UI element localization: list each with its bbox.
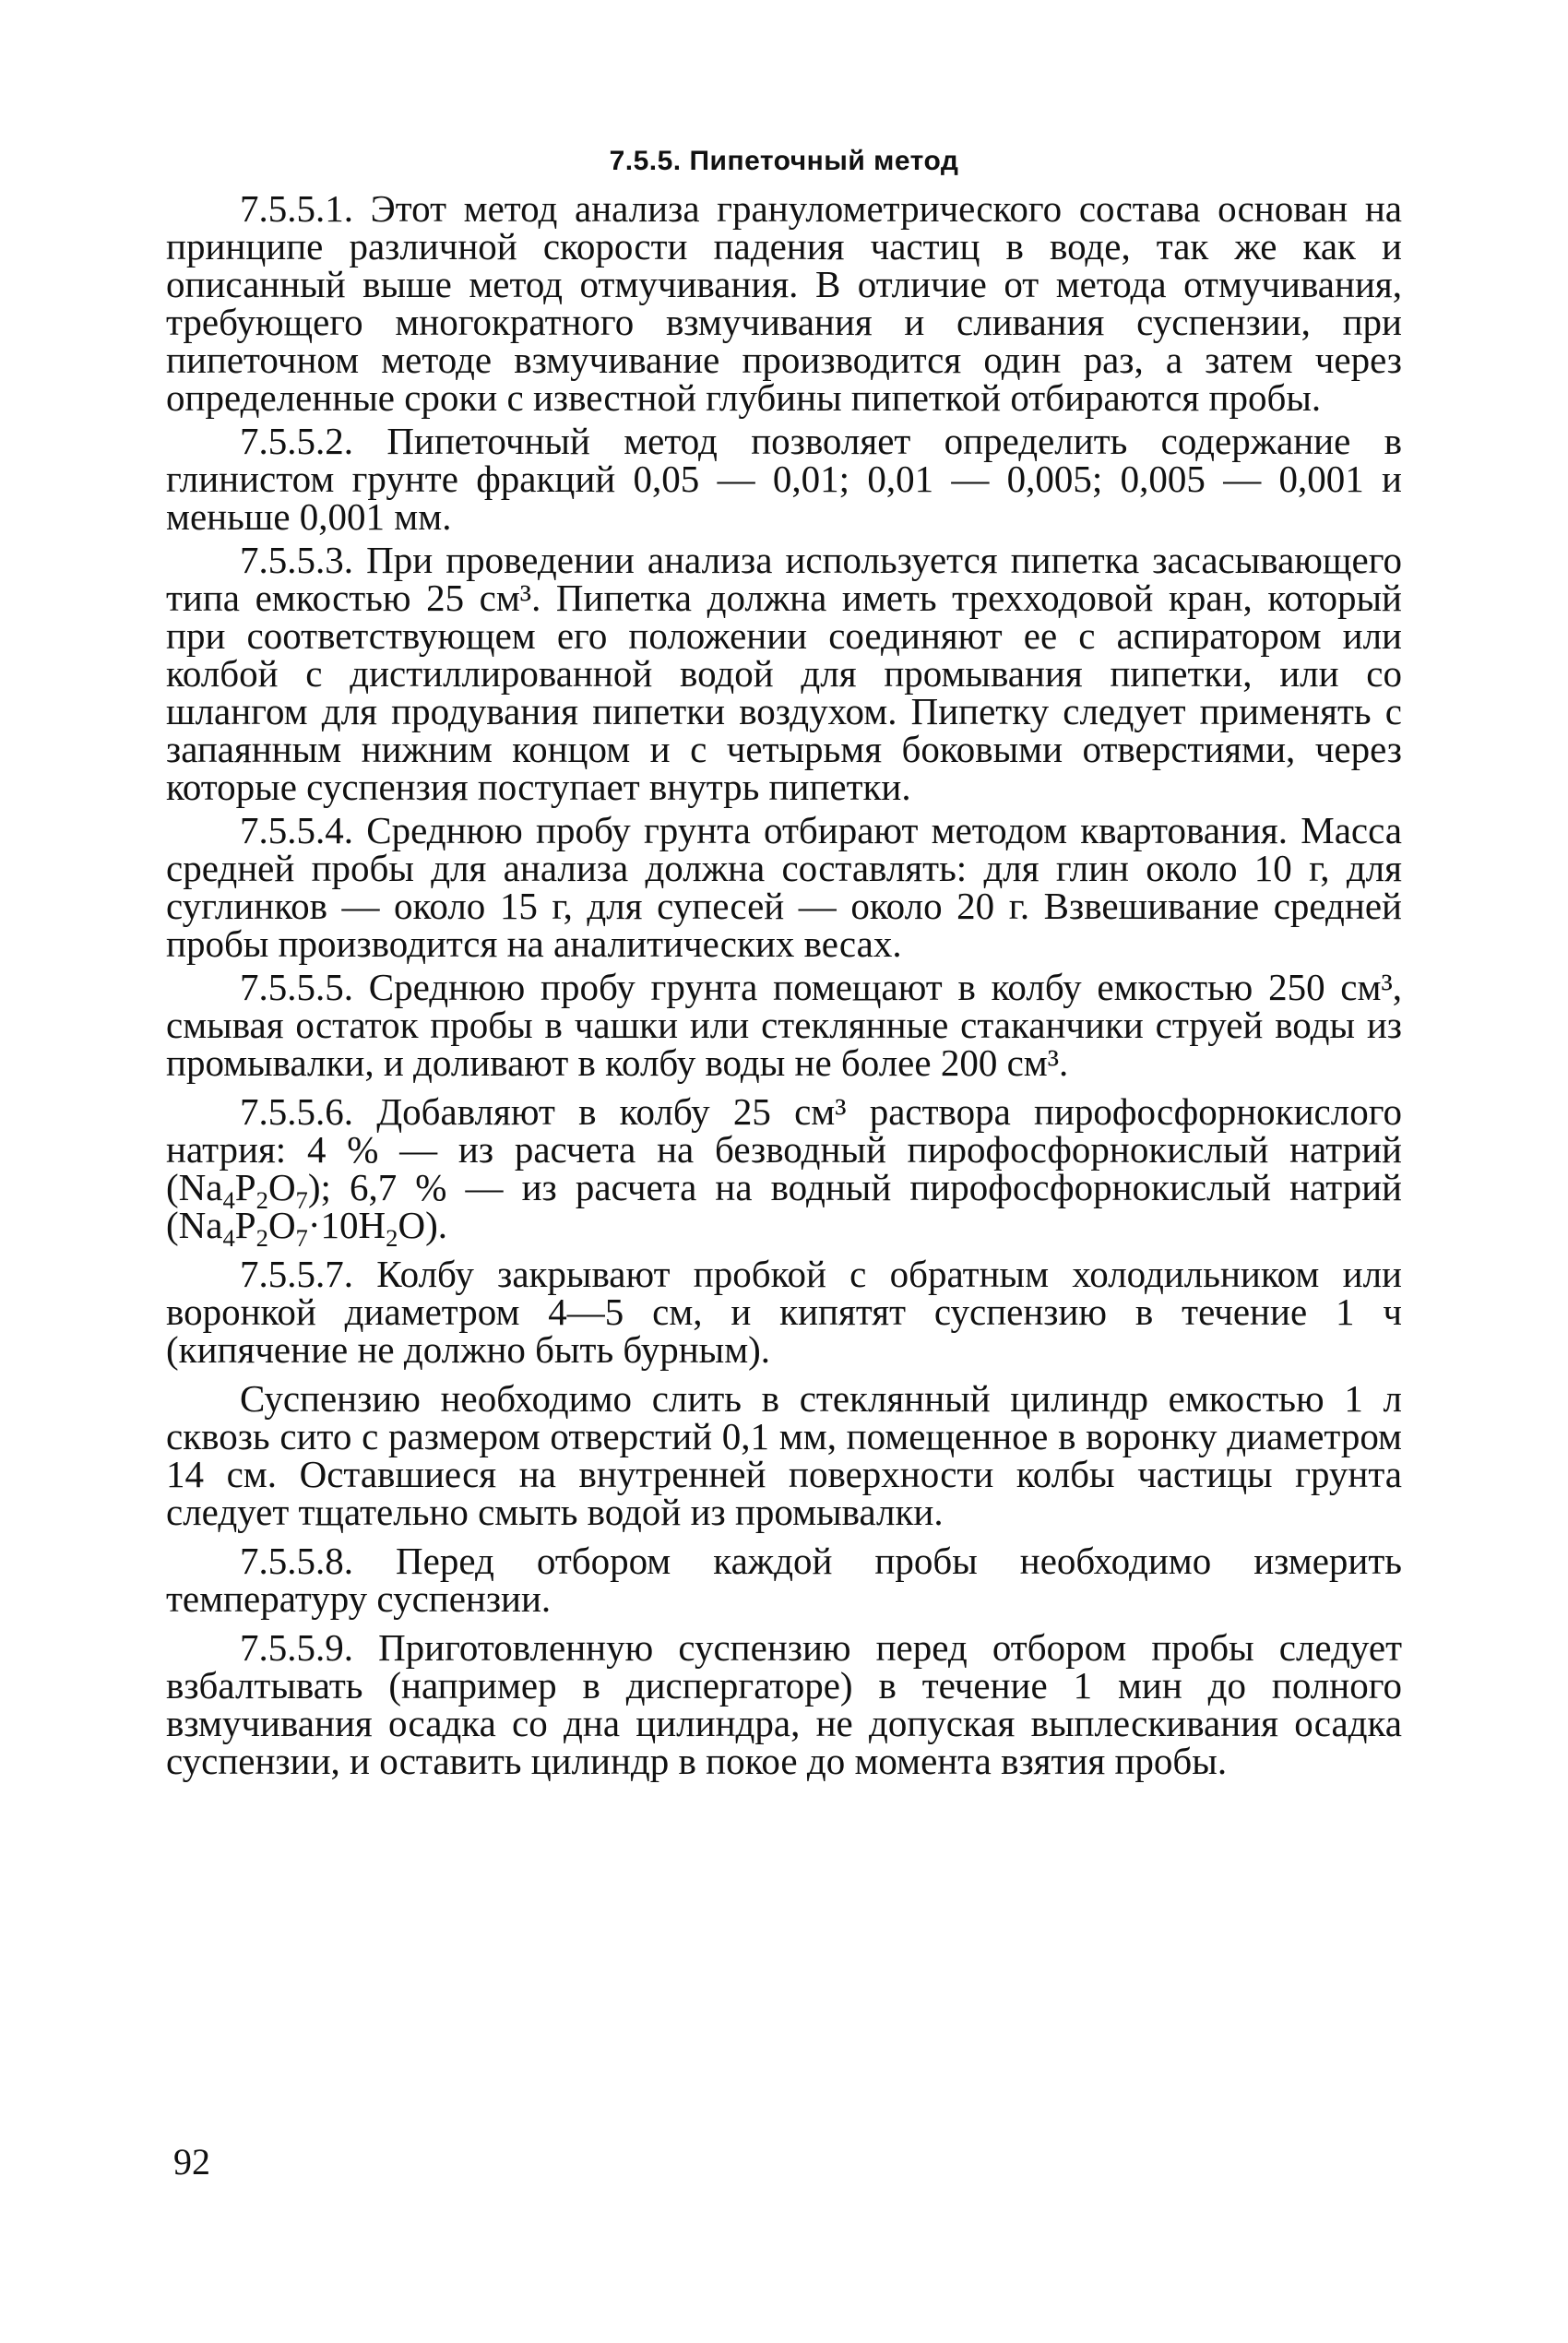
paragraph-text: ). (425, 1204, 447, 1246)
section-heading: 7.5.5. Пипеточный метод (609, 146, 959, 176)
paragraph-7-5-5-5: 7.5.5.5. Среднюю пробу грунта помещают в колбу емкостью 250 см³, смывая остаток пробы в чашки или стеклянные стаканчики струей воды из промывалки, и доливают в колбу воды не более 200 см³. (166, 966, 1402, 1084)
formula-hydrated: $Na_4P_2O_7\cdot 10H_2O$ (178, 1204, 426, 1253)
paragraph-7-5-5-1: 7.5.5.1. Этот метод анализа гранулометрического состава основан на принципе различной скорости падения частиц в воде, так же как и описанный выше метод отмучивания. В отличие от метода отмучивания, требующего многократного взмучивания и сливания суспензии, при пипеточном методе взмучивание производится один раз, а затем через определенные сроки с известной глубины пипеткой отбираются пробы. (166, 187, 1402, 419)
paragraph-suspension: Суспензию необходимо слить в стеклянный цилиндр емкостью 1 л сквозь сито с размером отверстий 0,1 мм, помещенное в воронку диаметром 14 см. Оставшиеся на внутренней поверхности колбы частицы грунта следует тщательно смыть водой из промывалки. (166, 1377, 1402, 1533)
paragraph-text: 7.5.5.6. Добавляют в колбу 25 см³ раствора пирофосфорнокислого натрия: 4 % — из расчета на безводный пирофосфорнокислый натрий ( (166, 1090, 1402, 1208)
paragraph-7-5-5-6 (166, 1090, 1402, 1253)
document-page (166, 146, 1402, 1780)
page-number: 92 (173, 2141, 210, 2182)
formula-anhydrous: $Na_4P_2O_7$ (178, 1166, 308, 1215)
paragraph-7-5-5-9: 7.5.5.9. Приготовленную суспензию перед отбором пробы следует взбалтывать (например в диспергаторе) в течение 1 мин до полного взмучивания осадка со дна цилиндра, не допуская выплескивания осадка суспензии, и оставить цилиндр в покое до момента взятия пробы. (166, 1626, 1402, 1782)
paragraph-7-5-5-3: 7.5.5.3. При проведении анализа используется пипетка засасывающего типа емкостью 25 см³. Пипетка должна иметь трехходовой кран, который при соответствующем его положении соединяют ее с аспиратором или колбой с дистиллированной водой для промывания пипетки, или со шлангом для продувания пипетки воздухом. Пипетку следует применять с запаянным нижним концом и с четырьмя боковыми отверстиями, через которые суспензия поступает внутрь пипетки. (166, 539, 1402, 808)
paragraph-7-5-5-7: 7.5.5.7. Колбу закрывают пробкой с обратным холодильником или воронкой диаметром 4—5 см, и кипятят суспензию в течение 1 ч (кипячение не должно быть бурным). (166, 1253, 1402, 1371)
paragraph-7-5-5-8: 7.5.5.8. Перед отбором каждой пробы необходимо измерить температуру суспензии. (166, 1540, 1402, 1620)
paragraph-text: ); 6,7 % — из расчета на водный пирофосфорнокислый натрий ( (166, 1166, 1402, 1246)
paragraph-7-5-5-4: 7.5.5.4. Среднюю пробу грунта отбирают методом квартования. Масса средней пробы для анализа должна составлять: для глин около 10 г, для суглинков — около 15 г, для супесей — около 20 г. Взвешивание средней пробы производится на аналитических весах. (166, 809, 1402, 965)
paragraph-7-5-5-2: 7.5.5.2. Пипеточный метод позволяет определить содержание в глинистом грунте фракций 0,05 — 0,01; 0,01 — 0,005; 0,005 — 0,001 и меньше 0,001 мм. (166, 420, 1402, 538)
